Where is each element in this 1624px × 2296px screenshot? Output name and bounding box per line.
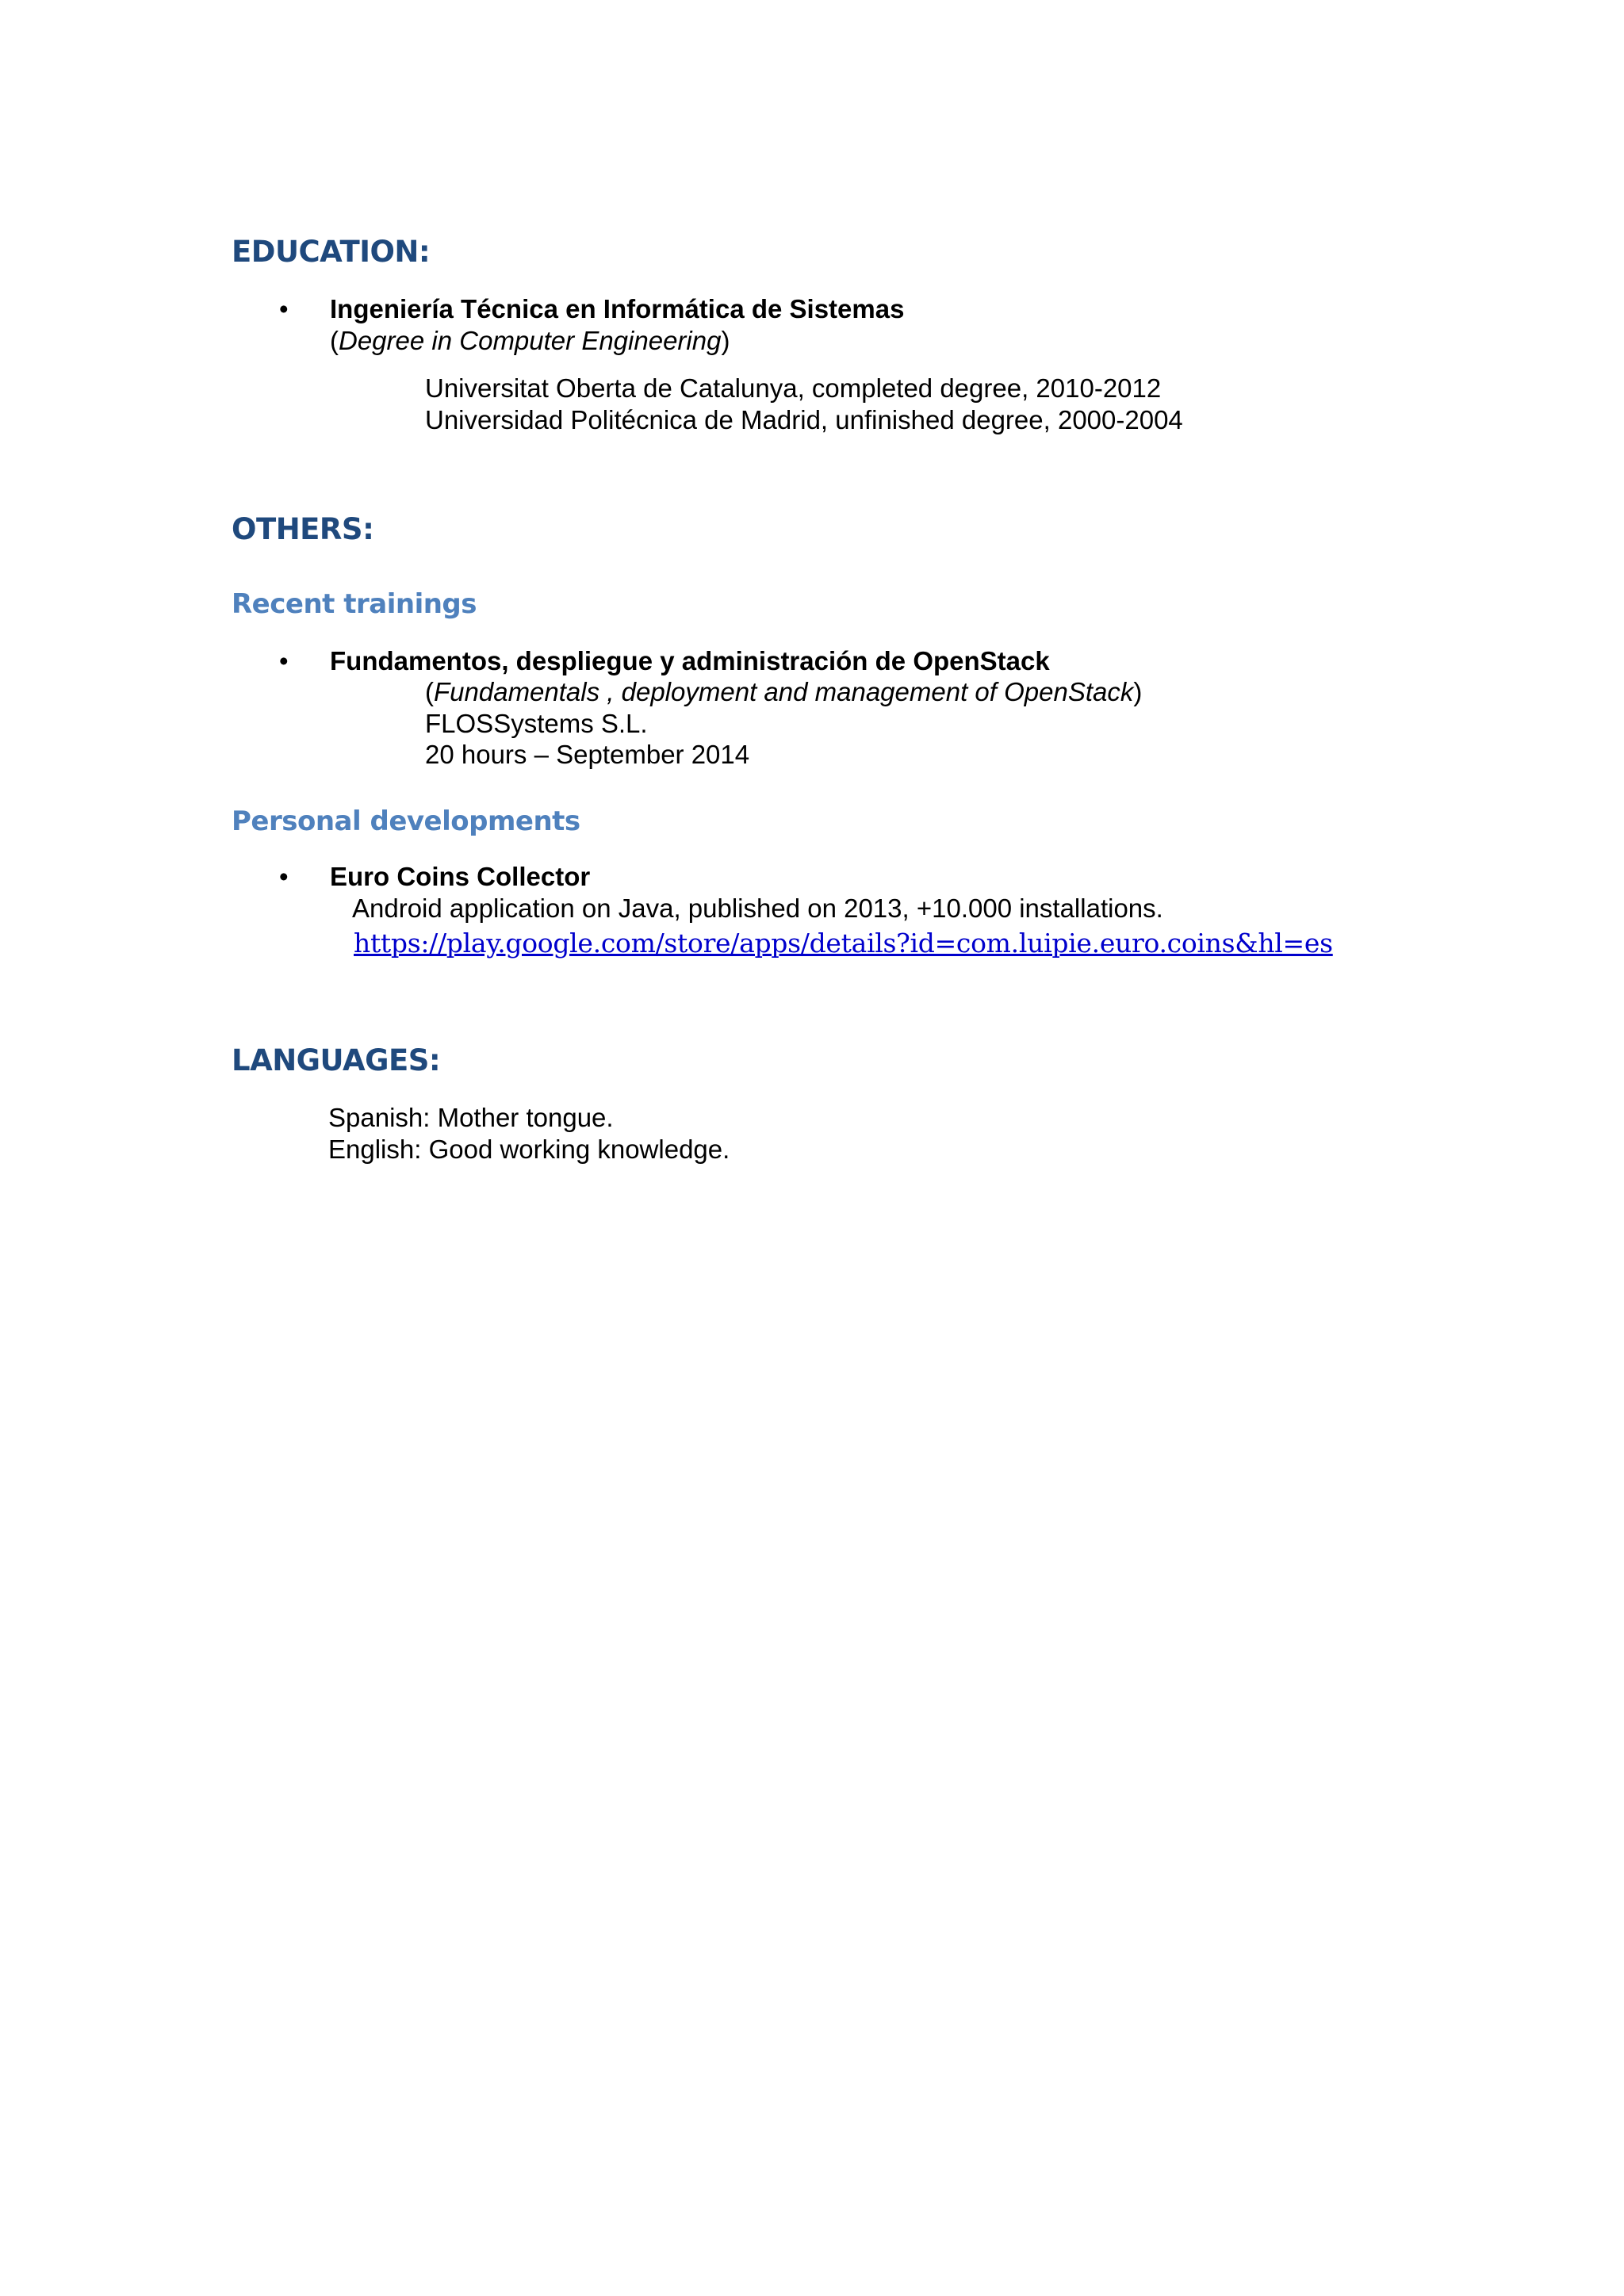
bullet-icon: • <box>279 646 289 675</box>
close-paren: ) <box>1133 677 1143 706</box>
play-store-link[interactable]: https://play.google.com/store/apps/details?id=com.luipie.euro.coins&hl=es <box>354 928 1333 959</box>
close-paren: ) <box>721 326 730 355</box>
languages-heading: LANGUAGES: <box>232 1043 441 1077</box>
bullet-icon: • <box>279 294 289 323</box>
training-translation-line <box>425 676 1142 708</box>
recent-trainings-heading: Recent trainings <box>232 588 477 620</box>
open-paren: ( <box>330 326 339 355</box>
others-heading: OTHERS: <box>232 512 374 546</box>
training-duration: 20 hours – September 2014 <box>425 740 750 769</box>
training-title: Fundamentos, despliegue y administración de OpenStack <box>330 646 1050 675</box>
language-spanish: Spanish: Mother tongue. <box>328 1103 614 1132</box>
development-description: Android application on Java, published on 2013, +10.000 installations. <box>352 894 1163 923</box>
degree-title: Ingeniería Técnica en Informática de Sistemas <box>330 294 905 323</box>
language-english: English: Good working knowledge. <box>328 1135 730 1164</box>
open-paren: ( <box>425 677 434 706</box>
training-translation: Fundamentals , deployment and management of OpenStack <box>434 677 1134 706</box>
education-heading: EDUCATION: <box>232 235 431 269</box>
training-provider: FLOSSystems S.L. <box>425 709 648 738</box>
personal-developments-heading: Personal developments <box>232 806 580 837</box>
degree-translation-line <box>330 325 730 357</box>
bullet-icon: • <box>279 862 289 891</box>
institution-uoc: Universitat Oberta de Catalunya, completed degree, 2010-2012 <box>425 373 1162 403</box>
development-title: Euro Coins Collector <box>330 862 591 891</box>
institution-upm: Universidad Politécnica de Madrid, unfinished degree, 2000-2004 <box>425 405 1183 434</box>
degree-translation: Degree in Computer Engineering <box>339 326 722 355</box>
